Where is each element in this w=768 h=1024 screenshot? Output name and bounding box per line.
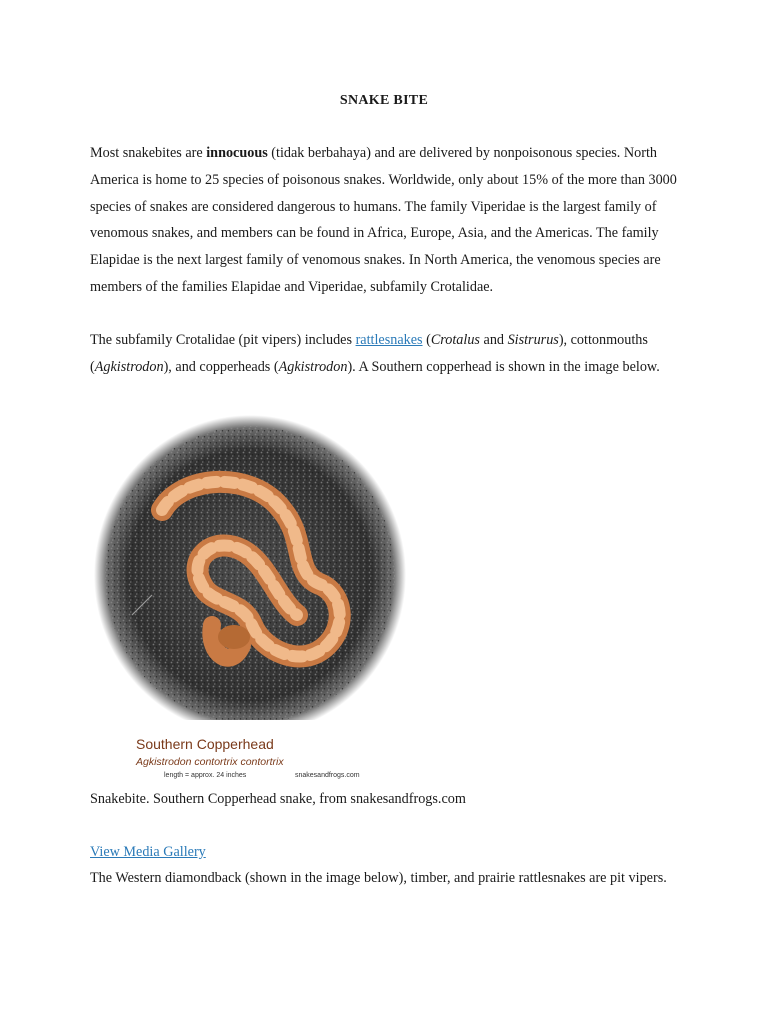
- para2-italic-crotalus: Crotalus: [430, 332, 480, 348]
- para2-text-2: (: [422, 332, 431, 348]
- para2-text-3: and: [479, 332, 508, 348]
- copperhead-photo: [92, 415, 412, 785]
- para1-text-rest: (tidak berbahaya) and are delivered by nonpoisonous species. North America is home to 25 species of poisonous snakes. Worldwide, only about 15% of the more than 3000 species of snakes are considered dangerous to humans. The family Viperidae is the largest family of venomous snakes, and members can be found in Africa, Europe, Asia, and the Americas. The family Elapidae is the next largest family of venomous snakes. In North America, the venomous species are members of the families Elapidae and Viperidae, subfamily Crotalidae.: [90, 145, 677, 295]
- view-media-gallery-link[interactable]: View Media Gallery: [90, 844, 206, 860]
- figure-label-site: snakesandfrogs.com: [295, 772, 360, 779]
- para2-italic-sistrurus: Sistrurus: [507, 332, 559, 348]
- figure-label-scientific: Agkistrodon contortrix contortrix: [136, 756, 284, 768]
- paragraph-pit-vipers: The Western diamondback (shown in the image below), timber, and prairie rattlesnakes are pit vipers.: [90, 870, 667, 886]
- figure-label-common: Southern Copperhead: [136, 736, 274, 752]
- para2-italic-agkistrodon-2: Agkistrodon: [278, 358, 348, 375]
- page-title: SNAKE BITE: [339, 93, 429, 108]
- paragraph-intro: [90, 140, 688, 301]
- snake-head: [218, 625, 250, 649]
- para1-text-start: Most snakebites are: [90, 145, 207, 161]
- para2-text-6: ). A Southern copperhead is shown in the image below.: [347, 358, 660, 375]
- paragraph-crotalidae: [90, 327, 688, 381]
- figure-label-length: length = approx. 24 inches: [164, 772, 247, 779]
- para2-text-1: The subfamily Crotalidae (pit vipers) includes: [90, 332, 356, 348]
- para2-italic-agkistrodon-1: Agkistrodon: [94, 358, 164, 375]
- figure-caption: Snakebite. Southern Copperhead snake, from snakesandfrogs.com: [90, 791, 466, 807]
- copperhead-image: [92, 415, 412, 785]
- para2-text-4: ), cottonmouths (: [90, 332, 648, 375]
- rattlesnakes-link[interactable]: rattlesnakes: [355, 332, 423, 348]
- para2-text-5: ), and copperheads (: [163, 358, 279, 375]
- para1-bold-term: innocuous: [206, 145, 268, 161]
